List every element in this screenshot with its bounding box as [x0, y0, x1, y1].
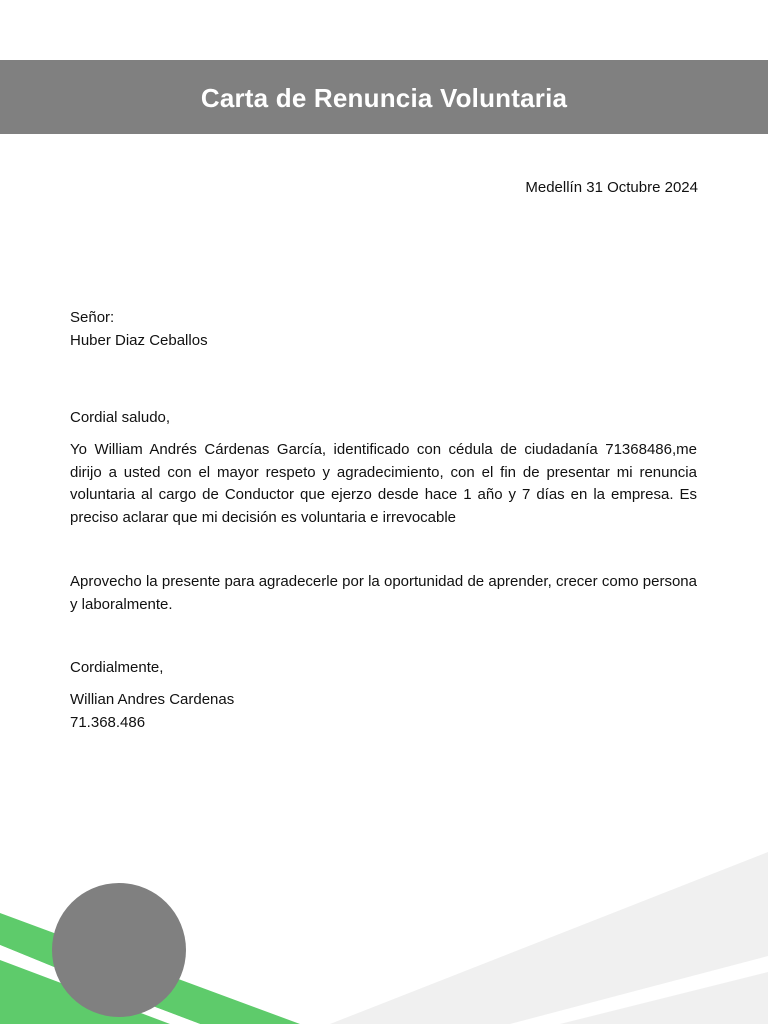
recipient-name: Huber Diaz Ceballos: [70, 331, 208, 349]
gray-circle: [52, 883, 186, 1017]
white-diagonal-stripe: [510, 956, 768, 1024]
letter-date: Medellín 31 Octubre 2024: [525, 179, 698, 196]
body-paragraph-1: Yo William Andrés Cárdenas García, identificado con cédula de ciudadanía 71368486,me dirijo a usted con el mayor respeto y agradecimiento, con el fin de presentar mi renuncia voluntaria al cargo de Conductor que ejerzo desde hace 1 año y 7 días en la empresa. Es preciso aclarar que mi decisión es voluntaria e irrevocable: [70, 441, 697, 526]
signature-block: [70, 689, 697, 734]
closing: Cordialmente,: [70, 659, 164, 676]
white-gap-stripe: [0, 945, 200, 1024]
salutation: Cordial saludo,: [70, 409, 171, 426]
body-paragraph-2: Aprovecho la presente para agradecerle por la oportunidad de aprender, crecer como persona y laboralmente.: [70, 573, 697, 613]
signer-name: Willian Andres Cardenas: [70, 691, 235, 708]
document-title: Carta de Renuncia Voluntaria: [200, 82, 568, 113]
recipient-title: Señor:: [70, 309, 115, 326]
header-band: [0, 60, 768, 134]
recipient-block: [70, 307, 697, 352]
green-diagonal-stripe-upper: [0, 913, 300, 1024]
light-gray-diagonal-shape: [330, 852, 768, 1024]
green-diagonal-stripe-lower: [0, 960, 170, 1024]
signer-id: 71.368.486: [70, 713, 146, 731]
